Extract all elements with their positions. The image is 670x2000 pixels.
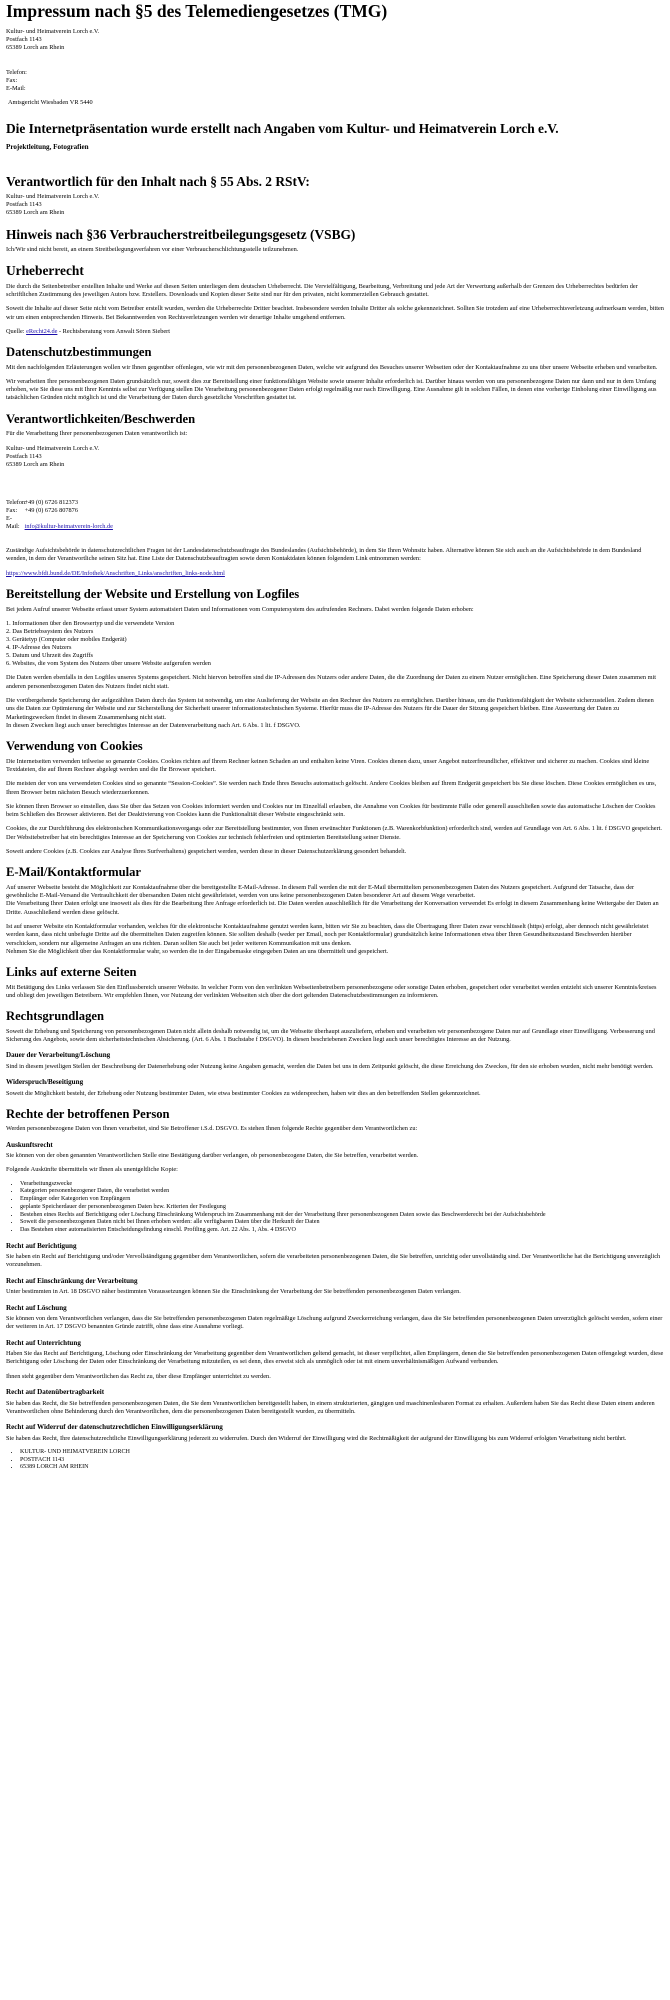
- info-list: [6, 1181, 664, 1235]
- list-item: • Soweit die personenbezogenen Daten nicht bei Ihnen erhoben werden: alle verfügbaren Daten über die Herkunft der Daten: [20, 1219, 664, 1227]
- privacy-heading: Datenschutzbestimmungen: [6, 345, 152, 360]
- org-street: Postfach 1143: [6, 36, 42, 44]
- revoke-text: Sie haben das Recht, Ihre datenschutzrechtliche Einwilligungserklärung jederzeit zu widerrufen. Durch den Widerruf der Einwilligung wird die Rechtmäßigkeit der aufgrund der Einwilligung bis zum Widerruf erfolgten Verarbeitung nicht berührt.: [6, 1434, 627, 1442]
- copyright-heading: Urheberrecht: [6, 263, 84, 279]
- list-item: • Kategorien personenbezogener Daten, die verarbeitet werden: [20, 1188, 664, 1196]
- legal-p1: Soweit die Erhebung und Speicherung von personenbezogenen Daten nicht allein deshalb notwendig ist, um die Webseite überhaupt auszuliefern, erheben und verarbeiten wir personenbezogene Daten nur auf Grundlage einer Einwilligung. Verbesserung und Sicherung des Angebots, sowie dem sicherheitstechnischen Absicherung. (Art. 6 Abs. 1 Buchstabe f DSGVO). In diesen beschriebenen Zwecken liegt auch unser berechtigtes Interesse an der Nutzung.: [6, 1027, 655, 1043]
- portability-text: Sie haben das Recht, die Sie betreffenden personenbezogenen Daten, die Sie dem Verantwortlichen bereitgestellt haben, in einem strukturierten, gängigen und maschinenlesbaren Format zu erhalten. Außerdem haben Sie das Recht diese Daten einem anderen Verantwortlichen ohne Behinderung durch den Verantwortlichen, dem die personenbezogenen Daten bereitgestellt wurden, zu übermitteln.: [6, 1399, 655, 1415]
- list-item: • Das Bestehen einer automatisierten Entscheidungsfindung einschl. Profiling gem. Art. 22 Abs. 1, Abs. 4 DSGVO: [20, 1227, 664, 1235]
- revoke-heading: Recht auf Widerruf der datenschutzrechtlichen Einwilligungserklärung: [6, 1423, 223, 1432]
- objection-heading: Widerspruch/Beseitigung: [6, 1078, 84, 1087]
- resp-phone: +49 (0) 6726 812373: [24, 498, 78, 506]
- resp-org-street: Postfach 1143: [6, 452, 42, 460]
- cookies-p1: Die Internetseiten verwenden teilweise so genannte Cookies. Cookies richten auf Ihrem Rechner keinen Schaden an und enthalten keine Viren. Cookies dienen dazu, unser Angebot nutzerfreundlicher, effektiver und sicherer zu machen. Cookies sind kleine Textdateien, die auf Ihrem Rechner abgelegt werden und die Ihr Browser speichert.: [6, 757, 650, 773]
- resp-org-city: 65389 Lorch am Rhein: [6, 460, 65, 468]
- contact-top: [6, 69, 664, 93]
- logfiles-p2: [6, 697, 664, 722]
- rights-intro: Werden personenbezogene Daten von Ihnen verarbeitet, sind Sie Betroffener i.S.d. DSGVO. Es stehen Ihnen folgende Rechte gegenüber dem Verantwortlichen zu:: [6, 1125, 418, 1133]
- copyright-source: [6, 328, 664, 336]
- privacy-p1: Mit den nachfolgenden Erläuterungen wollen wir Ihnen gegenüber offenlegen, wie wir mit den personenbezogenen Daten, welche wir aufgrund des Besuches unserer Webseiten oder der Kontaktaufnahme zu uns über unsere Webseite erheben und verarbeiten.: [6, 363, 658, 371]
- authority-link[interactable]: https://www.bfdi.bund.de/DE/Infothek/Anschriften_Links/anschriften_links-node.html: [6, 569, 225, 577]
- resp-fax: +49 (0) 6726 807876: [24, 506, 78, 514]
- responsibilities-heading: Verantwortlichkeiten/Beschwerden: [6, 411, 196, 426]
- source-suffix: - Rechtsberatung vom Anwalt Sören Siebert: [57, 327, 171, 335]
- org-city: 65389 Lorch am Rhein: [6, 44, 65, 52]
- resp-fax-row: [6, 507, 664, 515]
- info-p2: Folgende Auskünfte übermitteln wir Ihnen als unentgeltliche Kopie:: [6, 1166, 178, 1174]
- list-item: • 65389 LORCH AM RHEIN: [20, 1464, 664, 1472]
- copyright-p1: Die durch die Seitenbetreiber erstellten Inhalte und Werke auf diesen Seiten unterliegen dem deutschen Urheberrecht. Die Vervielfältigung, Bearbeitung, Verbreitung und jede Art der Verwertung außerhalb der Grenzen des Urheberrechtes bedürfen der schriftlichen Zustimmung des jeweiligen Autors bzw. Erstellers. Downloads und Kopien dieser Seite sind nur für den privaten, nicht kommerziellen Gebrauch gestattet.: [6, 282, 638, 298]
- legal-heading: Rechtsgrundlagen: [6, 1009, 104, 1024]
- resp-phone-label: Telefon:: [6, 498, 27, 506]
- presentation-heading: Die Internetpräsentation wurde erstellt nach Angaben vom Kultur- und Heimatverein Lorch e.V.: [6, 120, 559, 136]
- email-contact-p2: Die Verarbeitung Ihrer Daten erfolgt une insoweit als dies für die Bearbeitung Ihre Anfrage erforderlich ist. Die Daten werden ausschließlich für die Verarbeitung der Konversation verwendet Es erfolgt in diesem Zusammenhang keine Weitergabe der Daten an Dritte. Ausschließend werden diese gelöscht.: [6, 900, 659, 916]
- logfiles-intro: Bei jedem Aufruf unserer Webseite erfasst unser System automatisiert Daten und Informationen vom Computersystem des aufrufenden Rechners. Dabei werden folgende Daten erhoben:: [6, 605, 474, 613]
- list-item: 3. Gerätetyp (Computer oder mobiles Endgerät): [6, 636, 127, 644]
- responsible-city: 65389 Lorch am Rhein: [6, 209, 65, 217]
- logfiles-p1: Die Daten werden ebenfalls in den Logfiles unseres Systems gespeichert. Nicht hiervon betroffen sind die IP-Adressen des Nutzers oder andere Daten, die die Zuordnung der Daten zu einem Nutzer ermöglichen. Eine Speicherung dieser Daten zusammen mit anderen personenbezogenen Daten des Nutzers findet nicht statt.: [6, 674, 656, 690]
- cookies-p3: Sie können Ihren Browser so einstellen, dass Sie über das Setzen von Cookies informiert werden und Cookies nur im Einzelfall erlauben, die Annahme von Cookies für bestimmte Fälle oder generell ausschließen sowie das automatische Löschen der Cookies beim Schließen des Browser aktivieren. Bei der Deaktivierung von Cookies kann die Funktionalität dieser Website eingeschränkt sein.: [6, 802, 656, 819]
- resp-fax-label: Fax:: [6, 506, 18, 514]
- logfiles-list: [6, 620, 664, 669]
- court-register: Amtsgericht Wiesbaden VR 5440: [8, 98, 93, 106]
- delete-heading: Recht auf Löschung: [6, 1303, 67, 1312]
- email-contact-heading: E-Mail/Kontaktformular: [6, 865, 142, 880]
- list-item: 6. Websites, die vom System des Nutzers über unsere Website aufgerufen werden: [6, 660, 211, 668]
- resp-org-name: Kultur- und Heimatverein Lorch e.V.: [6, 444, 100, 452]
- copyright-p2: Soweit die Inhalte auf dieser Seite nicht vom Betreiber erstellt wurden, werden die Urheberrechte Dritter beachtet. Insbesondere werden Inhalte Dritter als solche gekennzeichnet. Sollten Sie trotzdem auf eine Urheberrechtsverletzung aufmerksam werden, bitten wir um einen entsprechenden Hinweis. Bei Bekanntwerden von Rechtsverletzungen werden wir derartige Inhalte umgehend entfernen.: [6, 305, 664, 321]
- cookies-heading: Verwendung von Cookies: [6, 739, 143, 754]
- restrict-heading: Recht auf Einschränkung der Verarbeitung: [6, 1276, 138, 1285]
- responsibilities-address: [6, 445, 664, 469]
- responsibilities-contact: [6, 499, 664, 531]
- email-contact-p4: Nehmen Sie die Möglichkeit über das Kontaktformular wahr, so werden die in der Eingabemaske eingegeben Daten an uns übermittelt und gespeichert.: [6, 947, 389, 955]
- info-p1: Sie können von der oben genannten Verantwortlichen Stelle eine Bestätigung darüber verlangen, ob personenbezogene Daten, die Sie betreffen, verarbeitet werden.: [6, 1152, 419, 1160]
- list-item: • Verarbeitungszwecke: [20, 1181, 664, 1189]
- list-item: 1. Informationen über den Browsertyp und die verwendete Version: [6, 619, 175, 627]
- correct-heading: Recht auf Berichtigung: [6, 1241, 77, 1250]
- resp-email-label: E-Mail:: [6, 514, 20, 531]
- source-prefix: Quelle:: [6, 327, 27, 335]
- authority-text: Zuständige Aufsichtsbehörde in datenschutzrechtlichen Fragen ist der Landesdatenschutzbeauftragte des Bundeslandes (Aufsichtsbehörde), in dem Sie Ihren Wohnsitz haben. Alternative können Sie sich auch an die Aufsichtsbehörde in dem Bundesland wenden, in dem der Verantwortliche seinen Sitz hat. Eine Liste der Datenschutzbeauftragten sowie deren Kontaktdaten können folgendem Link entnommen werden:: [6, 547, 642, 563]
- privacy-p2: Wir verarbeiten Ihre personenbezogenen Daten grundsätzlich nur, soweit dies zur Bereitstellung einer funktionsfähigen Website sowie unserer Inhalte erforderlich ist. Darüber hinaus werden von uns personenbezogene Daten nur dann und nur in dem Umfang erhoben, wie Sie diese uns mit Ihrer Kenntnis selbst zur Verfügung stellen Die Verarbeitung personenbezogener Daten erfolgt regelmäßig nur nach Einwilligung. Eine Ausnahme gilt in solchen Fällen, in denen eine vorherige Einholung einer Einwilligung aus tatsächlichen Gründen nicht möglich ist und die Verarbeitung der Daten durch gesetzliche Vorschriften gestattet ist.: [6, 377, 657, 402]
- list-item: • Bestehen eines Rechts auf Berichtigung oder Löschung Einschränkung Widerspruch im Zusammenhang mit der der Verarbeitung Ihrer personenbezogenen Daten sowie das Beschwerderecht bei der Aufsichtsbehörde: [20, 1212, 664, 1220]
- duration-text: Sind in diesem jeweiligen Stellen der Beschreibung der Datenerhebung oder Nutzung keine Angaben gemacht, werden die Daten bei uns in dem Zeitpunkt gelöscht, die diese Erreichung des Zweckes, für den sie erhoben wurden, nicht mehr benötigt werden.: [6, 1062, 654, 1070]
- logfiles-p2-text: Die vorübergehende Speicherung der aufgezählten Daten durch das System ist notwendig, um eine Auslieferung der Website an den Rechner des Nutzers zu ermöglichen. Darüber hinaus, um die Funktionsfähigkeit der Website sicherzustellen. Zudem dienen uns die Daten zur Optimierung der Website und zur Sicherstellung der Sicherheit unserer informationstechnischen Systeme. Hierfür muss die IP-Adresse des Nutzers für die Dauer der Sitzung gespeichert bleiben. Eine Auswertung der Daten zu Marketingzwecken findet in diesem Zusammenhang nicht statt.: [6, 696, 654, 721]
- org-address: [6, 28, 664, 52]
- notify-text-1: Haben Sie das Recht auf Berichtigung, Löschung oder Einschränkung der Verarbeitung gegenüber dem Verantwortlichen geltend gemacht, ist dieser verpflichtet, allen Empfängern, denen die Sie betreffenden personenbezogenen Daten offengelegt wurden, diese Berichtigung oder Löschung der Daten oder Einschränkung der Verarbeitung mitzuteilen, es sei denn, dies erweist sich als unmöglich oder ist mit einem unverhältnismäßigen Aufwand verbunden.: [6, 1350, 664, 1366]
- cookies-p4: Cookies, die zur Durchführung des elektronischen Kommunikationsvorgangs oder zur Bereitstellung bestimmter, von Ihnen erwünschter Funktionen (z.B. Warenkorbfunktion) erforderlich sind, werden auf Grundlage von Art. 6 Abs. 1 lit. f DSGVO gespeichert. Der Websitebetreiber hat ein berechtigtes Interesse an der Speicherung von Cookies zur technisch fehlerfreien und optimierten Bereitstellung seiner Dienste.: [6, 825, 663, 841]
- credits: Projektleitung, Fotografien: [6, 143, 89, 152]
- resp-phone-row: [6, 499, 664, 507]
- list-item: • geplante Speicherdauer der personenbezogenen Daten bzw. Kriterien der Festlegung: [20, 1204, 664, 1212]
- notify-heading: Recht auf Unterrichtung: [6, 1338, 81, 1347]
- footer-address-list: [6, 1449, 664, 1472]
- notify-text-2: Ihnen steht gegenüber dem Verantwortlichen das Recht zu, über diese Empfänger unterrichtet zu werden.: [6, 1372, 271, 1380]
- duration-heading: Dauer der Verarbeitung/Löschung: [6, 1051, 111, 1060]
- list-item: • POSTFACH 1143: [20, 1457, 664, 1465]
- contact-fax-label: Fax:: [6, 76, 18, 84]
- logfiles-heading: Bereitstellung der Website und Erstellung von Logfiles: [6, 587, 300, 602]
- vsbg-text: Ich/Wir sind nicht bereit, an einem Streitbeilegungsverfahren vor einer Verbraucherschlichtungsstelle teilzunehmen.: [6, 245, 299, 253]
- cookies-p5: Soweit andere Cookies (z.B. Cookies zur Analyse Ihres Surfverhaltens) gespeichert werden, werden diese in dieser Datenschutzerklärung gesondert behandelt.: [6, 848, 407, 856]
- responsible-heading: Verantwortlich für den Inhalt nach § 55 Abs. 2 RStV:: [6, 173, 310, 189]
- list-item: • Empfänger oder Kategorien von Empfängern: [20, 1196, 664, 1204]
- list-item: • KULTUR- UND HEIMATVEREIN LORCH: [20, 1449, 664, 1457]
- responsibilities-intro: Für die Verarbeitung Ihrer personenbezogenen Daten verantwortlich ist:: [6, 430, 188, 438]
- logfiles-p3: In diesen Zwecken liegt auch unser berechtigtes Interesse an der Datenverarbeitung nach Art. 6 Abs. 1 lit. f DSGVO.: [6, 721, 301, 729]
- list-item: 5. Datum und Uhrzeit des Zugriffs: [6, 652, 93, 660]
- page-title: Impressum nach §5 des Telemediengesetzes (TMG): [6, 1, 388, 21]
- external-links-heading: Links auf externe Seiten: [6, 965, 137, 980]
- authority-link-row: [6, 570, 664, 578]
- source-link[interactable]: eRecht24.de: [26, 327, 58, 335]
- cookies-p2: Die meisten der von uns verwendeten Cookies sind so genannte “Session-Cookies”. Sie werden nach Ende Ihres Besuchs automatisch gelöscht. Andere Cookies bleiben auf Ihrem Endgerät gespeichert bis Sie diese löschen. Diese Cookies ermöglichen es uns, Ihren Browser beim nächsten Besuch wiederzuerkennen.: [6, 780, 657, 796]
- info-heading: Auskunftsrecht: [6, 1140, 53, 1149]
- restrict-text: Unter bestimmten in Art. 18 DSGVO näher bestimmten Voraussetzungen können Sie die Einschränkung der Verarbeitung der Sie betreffenden personenbezogenen Daten verlangen.: [6, 1288, 461, 1296]
- email-contact-p3: Ist auf unserer Website ein Kontaktformular vorhanden, welches für die elektronische Kontaktaufnahme genutzt werden kann, bitten wir Sie zu beachten, dass die Übertragung Ihrer Daten zwar verschlüsselt (https) erfolgt, aber dennoch nicht gewährleistet werden kann, dass nicht unbefugte Dritte auf die übermittelten Daten zugreifen können. Sie sollten deshalb (weder per Email, noch per Kontaktformular) grundsätzlich keine Informationen etwa über Ihren Gesundheitszustand Beschwerden hierüber verschicken, sondern nur allgemeine Anfragen an uns richten. Daran sollten Sie auch bei jeder weiteren Kommunikation mit uns denken.: [6, 922, 649, 947]
- responsible-address: [6, 193, 664, 217]
- responsible-name: Kultur- und Heimatverein Lorch e.V.: [6, 193, 100, 201]
- responsible-street: Postfach 1143: [6, 201, 42, 209]
- resp-email-row: [6, 515, 664, 531]
- rights-heading: Rechte der betroffenen Person: [6, 1106, 170, 1121]
- list-item: 2. Das Betriebssystem des Nutzers: [6, 627, 94, 635]
- delete-text: Sie können von dem Verantwortlichen verlangen, dass die Sie betreffenden personenbezogenen Daten regelmäßige Löschung aufgrund Zweckerreichung verlangen, dass die Sie betreffenden personenbezogenen Daten unverzüglich gelöscht werden, sofern einer der weiteren in Art. 17 DSGVO benannten Gründe zutrifft, ohne dass eine Ausnahme vorliegt.: [6, 1315, 663, 1331]
- vsbg-heading: Hinweis nach §36 Verbraucherstreitbeilegungsgesetz (VSBG): [6, 226, 356, 242]
- list-item: 4. IP-Adresse des Nutzers: [6, 644, 72, 652]
- contact-phone-label: Telefon:: [6, 68, 27, 76]
- org-name: Kultur- und Heimatverein Lorch e.V.: [6, 28, 100, 36]
- correct-text: Sie haben ein Recht auf Berichtigung und/oder Vervollständigung gegenüber dem Verantwortlichen, sofern die verarbeiteten personenbezogenen Daten, die Sie betreffen, unrichtig oder unvollständig sind. Der Verantwortliche hat die Berichtigung unverzüglich vorzunehmen.: [6, 1253, 661, 1269]
- external-links-p1: Mit Betätigung des Links verlassen Sie den Einflussbereich unserer Website. In welcher Form von den verlinkten Webseitenbetreibern personenbezogene oder sonstige Daten erhoben, gespeichert oder verarbeitet werden entzieht sich unserer Kenntnis/kreises und obliegt den jeweiligen Betreibern. Wir empfehlen Ihnen, vor Nutzung der verlinkten Webseiten sich über die dort geltenden Datenschutzbestimmungen zu informieren.: [6, 983, 657, 999]
- email-contact-p1: Auf unserer Webseite besteht die Möglichkeit zur Kontaktaufnahme über die bereitgestellte E-Mail-Adresse. In diesem Fall werden die mit der E-Mail übermittelten personenbezogenen Daten des Nutzers gespeichert. Aufgrund der Tatsache, dass der gewöhnliche E-Mail-Versand die Vertraulichkeit der übersandten Daten nicht gewährleistet, werden von uns keine personenbezogenen Daten besonderer Art auf diesem Wege verarbeitet.: [6, 883, 635, 900]
- contact-email-label: E-Mail:: [6, 84, 26, 92]
- objection-text: Soweit die Möglichkeit besteht, der Erhebung oder Nutzung bestimmter Daten, wie etwa bestimmter Cookies zu widersprechen, haben wir dies an den betreffenden Stellen gekennzeichnet.: [6, 1089, 481, 1097]
- portability-heading: Recht auf Datenübertragbarkeit: [6, 1388, 105, 1397]
- resp-email-link[interactable]: info@kultur-heimatverein-lorch.de: [24, 523, 113, 531]
